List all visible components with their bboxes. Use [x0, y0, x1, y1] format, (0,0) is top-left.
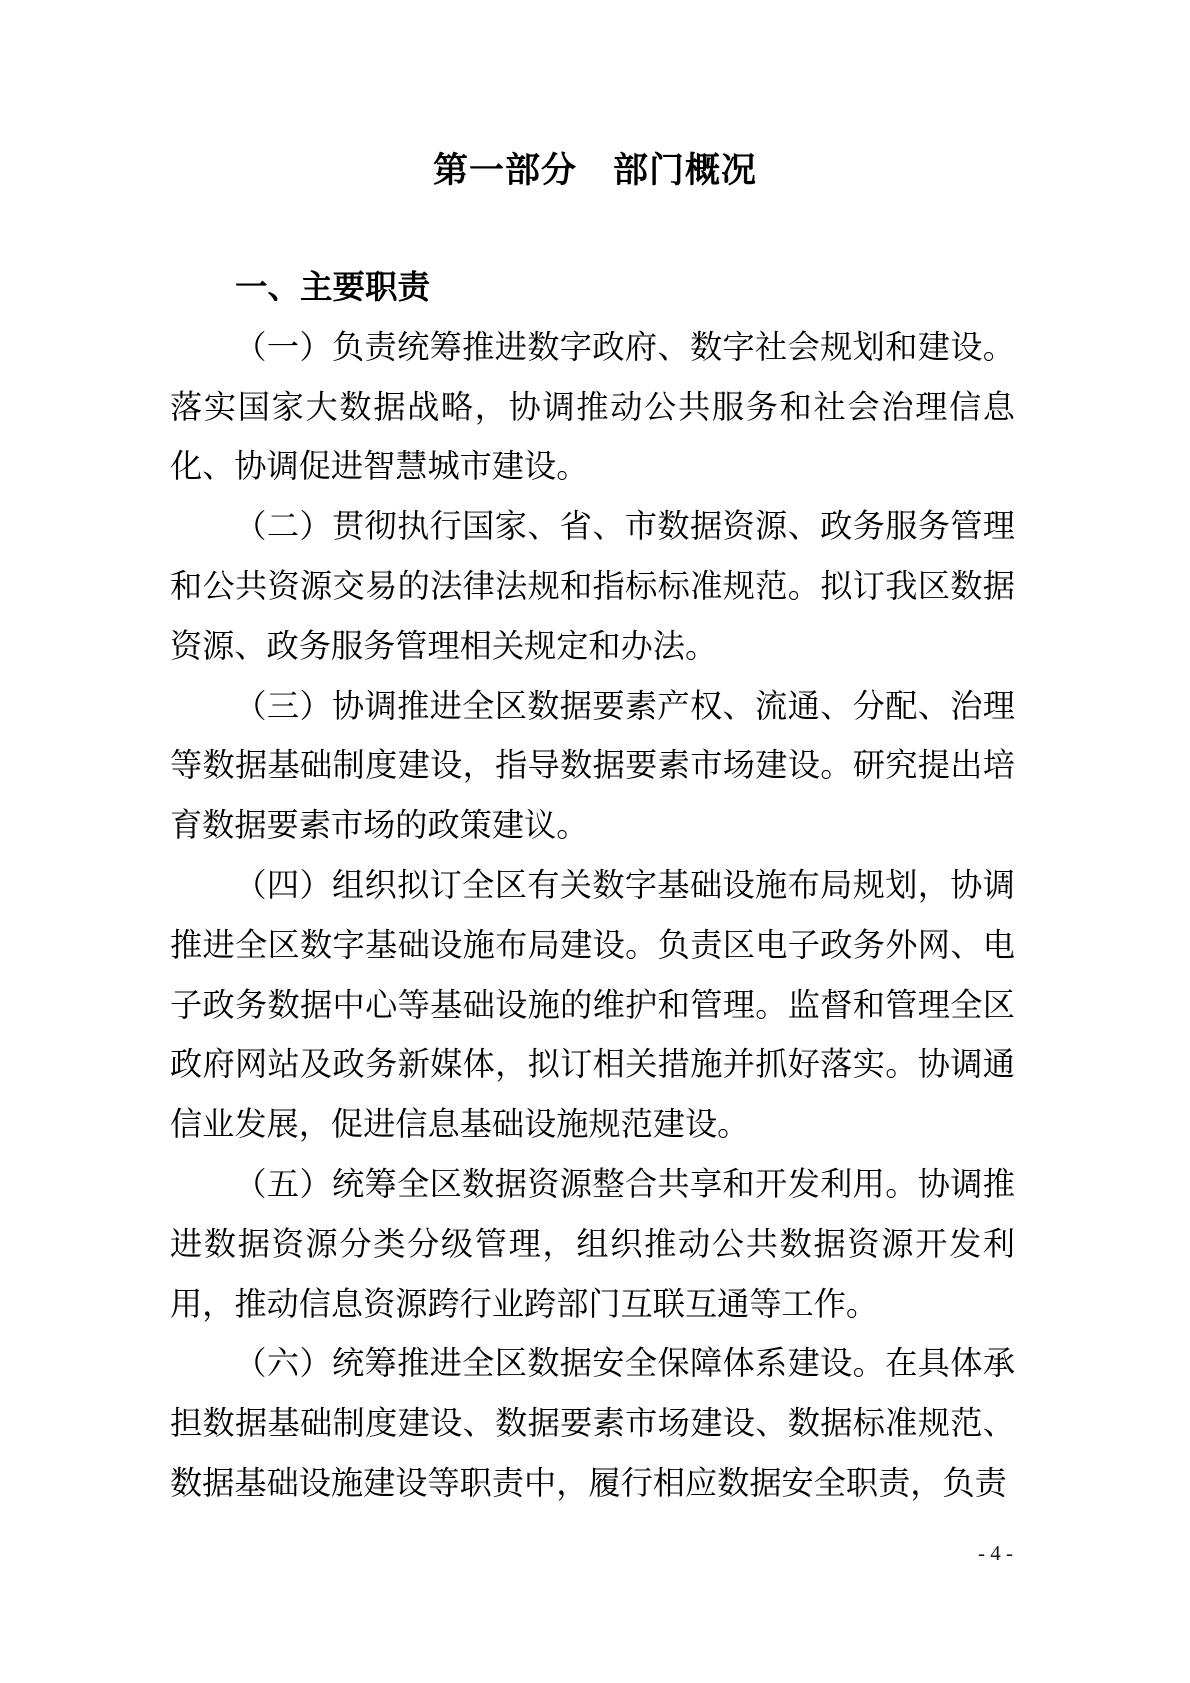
- paragraph-duty-4: （四）组织拟订全区有关数字基础设施布局规划，协调推进全区数字基础设施布局建设。负责区电子政务外网、电子政务数据中心等基础设施的维护和管理。监督和管理全区政府网站及政务新媒体，拟订相关措施并抓好落实。协调通信业发展，促进信息基础设施规范建设。: [170, 866, 1015, 1143]
- section-heading: 一、主要职责: [235, 269, 431, 305]
- paragraph-duty-1: （一）负责统筹推进数字政府、数字社会规划和建设。落实国家大数据战略，协调推动公共服务和社会治理信息化、协调促进智慧城市建设。: [170, 328, 1015, 485]
- paragraph-duty-2: （二）贯彻执行国家、省、市数据资源、政务服务管理和公共资源交易的法律法规和指标标准规范。拟订我区数据资源、政务服务管理相关规定和办法。: [170, 508, 1015, 664]
- page-number: - 4 -: [978, 1541, 1013, 1565]
- document-title: 第一部分 部门概况: [432, 151, 757, 190]
- paragraph-duty-3: （三）协调推进全区数据要素产权、流通、分配、治理等数据基础制度建设，指导数据要素市场建设。研究提出培育数据要素市场的政策建议。: [170, 687, 1015, 844]
- paragraph-duty-6: （六）统筹推进全区数据安全保障体系建设。在具体承担数据基础制度建设、数据要素市场建设、数据标准规范、数据基础设施建设等职责中，履行相应数据安全职责，负责: [170, 1345, 1015, 1501]
- document-body: [170, 258, 1015, 1514]
- paragraph-duty-5: （五）统筹全区数据资源整合共享和开发利用。协调推进数据资源分类分级管理，组织推动公共数据资源开发利用，推动信息资源跨行业跨部门互联互通等工作。: [170, 1165, 1015, 1322]
